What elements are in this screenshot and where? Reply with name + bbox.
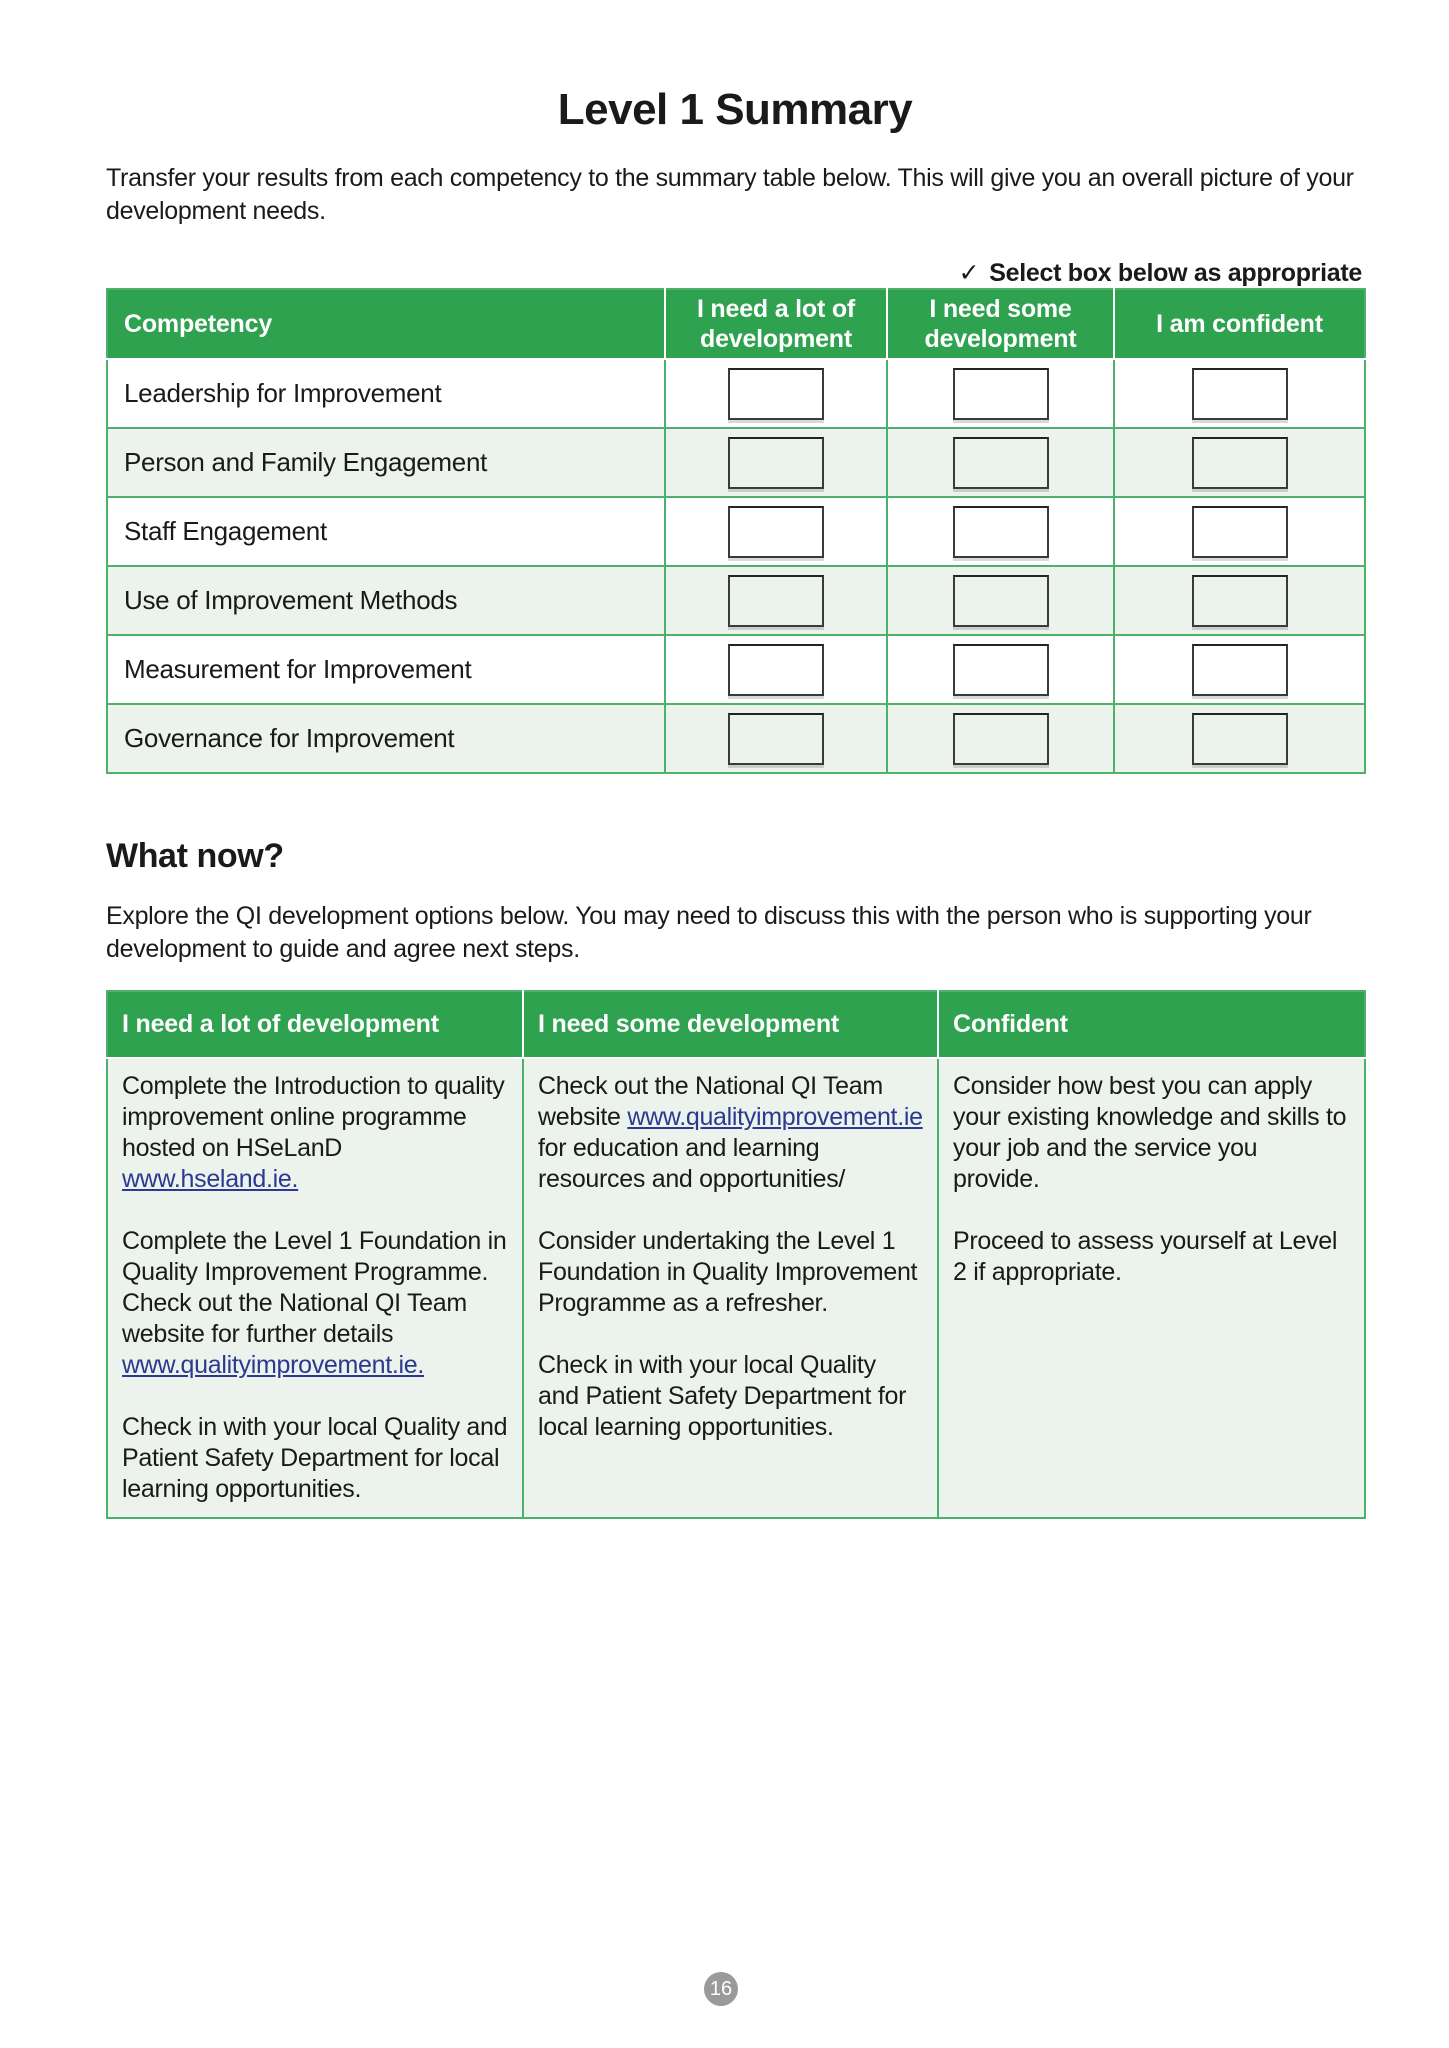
summary-checkbox[interactable] [953, 437, 1049, 489]
summary-table-row [107, 704, 1365, 773]
summary-checkbox[interactable] [1192, 368, 1288, 420]
options-paragraph: Check out the National QI Team website www.qualityimprovement.ie for education and learning resources and opportunities/ [538, 1072, 923, 1193]
options-paragraph: Check in with your local Quality and Patient Safety Department for local learning opportunities. [538, 1351, 907, 1441]
options-column-header: Confident [938, 991, 1365, 1058]
inline-link[interactable]: www.qualityimprovement.ie. [122, 1351, 425, 1379]
summary-table-body [107, 359, 1365, 773]
checkmark-icon: ✓ [958, 259, 980, 287]
intro-paragraph: Transfer your results from each competency to the summary table below. This will give you an overall picture of your development needs. [106, 164, 1354, 225]
options-paragraph: Check in with your local Quality and Patient Safety Department for local learning opportunities. [122, 1413, 508, 1503]
summary-column-header: I need some development [887, 289, 1114, 359]
summary-table-header-row [107, 289, 1365, 359]
options-cell [523, 1058, 938, 1518]
summary-checkbox[interactable] [953, 368, 1049, 420]
summary-checkbox[interactable] [728, 368, 824, 420]
checkbox-cell [1114, 428, 1365, 497]
options-cell [107, 1058, 523, 1518]
summary-checkbox[interactable] [1192, 575, 1288, 627]
select-box-note [106, 258, 1364, 288]
options-paragraph: Complete the Level 1 Foundation in Quality Improvement Programme. Check out the National QI Team website for further details www.qualityimprovement.ie. [122, 1227, 507, 1379]
summary-table-row [107, 359, 1365, 428]
checkbox-cell [665, 635, 887, 704]
checkbox-cell [665, 428, 887, 497]
checkbox-cell [665, 704, 887, 773]
options-paragraph: Proceed to assess yourself at Level 2 if appropriate. [953, 1227, 1338, 1286]
checkbox-cell [1114, 497, 1365, 566]
summary-table [106, 288, 1366, 774]
summary-checkbox[interactable] [1192, 644, 1288, 696]
summary-checkbox[interactable] [1192, 713, 1288, 765]
options-cell [938, 1058, 1365, 1518]
summary-checkbox[interactable] [953, 713, 1049, 765]
page-title: Level 1 Summary [557, 85, 913, 134]
inline-link[interactable]: www.qualityimprovement.ie [627, 1103, 923, 1131]
competency-label: Person and Family Engagement [107, 428, 665, 497]
select-note-text: Select box below as appropriate [989, 259, 1362, 287]
options-paragraph: Consider how best you can apply your existing knowledge and skills to your job and the service you provide. [953, 1072, 1347, 1193]
checkbox-cell [1114, 359, 1365, 428]
summary-table-row [107, 566, 1365, 635]
checkbox-cell [665, 566, 887, 635]
summary-column-header: I am confident [1114, 289, 1365, 359]
checkbox-cell [1114, 566, 1365, 635]
inline-link[interactable]: www.hseland.ie. [122, 1165, 299, 1193]
competency-label: Leadership for Improvement [107, 359, 665, 428]
checkbox-cell [887, 497, 1114, 566]
summary-checkbox[interactable] [728, 575, 824, 627]
competency-label: Measurement for Improvement [107, 635, 665, 704]
what-now-paragraph: Explore the QI development options below. You may need to discuss this with the person who is supporting your development to guide and agree next steps. [106, 902, 1312, 963]
options-table [106, 990, 1366, 1519]
what-now-heading: What now? [106, 837, 284, 875]
summary-table-row [107, 497, 1365, 566]
checkbox-cell [665, 359, 887, 428]
summary-checkbox[interactable] [728, 437, 824, 489]
options-column-header: I need some development [523, 991, 938, 1058]
summary-column-header: I need a lot of development [665, 289, 887, 359]
page-number-badge: 16 [704, 1972, 738, 2006]
options-column-header: I need a lot of development [107, 991, 523, 1058]
competency-label: Use of Improvement Methods [107, 566, 665, 635]
summary-table-row [107, 635, 1365, 704]
summary-checkbox[interactable] [728, 713, 824, 765]
checkbox-cell [887, 635, 1114, 704]
checkbox-cell [887, 359, 1114, 428]
checkbox-cell [887, 428, 1114, 497]
options-paragraph: Consider undertaking the Level 1 Foundation in Quality Improvement Programme as a refresher. [538, 1227, 918, 1317]
checkbox-cell [665, 497, 887, 566]
checkbox-cell [887, 566, 1114, 635]
competency-label: Staff Engagement [107, 497, 665, 566]
checkbox-cell [887, 704, 1114, 773]
options-table-header-row [107, 991, 1365, 1058]
options-paragraph: Complete the Introduction to quality improvement online programme hosted on HSeLanD www.hseland.ie. [122, 1072, 505, 1193]
page-content [106, 86, 1364, 1519]
summary-table-row [107, 428, 1365, 497]
summary-checkbox[interactable] [1192, 506, 1288, 558]
summary-checkbox[interactable] [953, 644, 1049, 696]
summary-checkbox[interactable] [1192, 437, 1288, 489]
summary-checkbox[interactable] [953, 575, 1049, 627]
checkbox-cell [1114, 704, 1365, 773]
summary-checkbox[interactable] [728, 506, 824, 558]
competency-label: Governance for Improvement [107, 704, 665, 773]
summary-checkbox[interactable] [953, 506, 1049, 558]
summary-checkbox[interactable] [728, 644, 824, 696]
checkbox-cell [1114, 635, 1365, 704]
options-table-body-row [107, 1058, 1365, 1518]
summary-column-header: Competency [107, 289, 665, 359]
